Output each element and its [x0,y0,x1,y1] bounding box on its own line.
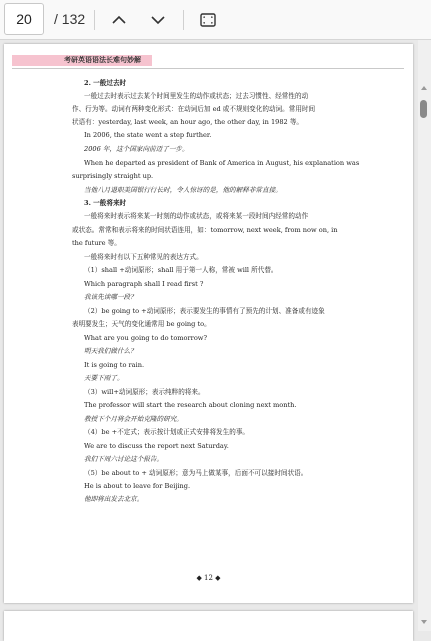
text-line: 或状态。常常和表示将来的时间状语连用，如：tomorrow, next week, from now on, in [72,226,338,234]
text-line: （1）shall +动词原形；shall 用于第一人称，常被 will 所代替。 [84,266,278,274]
text-line: 表明要发生；天气的变化通常用 be going to。 [72,320,211,328]
text-line: （4）be +不定式；表示按计划或正式安排将发生的事。 [84,428,250,436]
text-line: Which paragraph shall I read first ? [84,280,204,288]
previous-page-button[interactable] [107,8,131,32]
text-line: He is about to leave for Beijing. [84,482,191,490]
text-line: 明天我们做什么？ [84,347,137,355]
text-line: 一般将来时有以下五种常见的表达方式。 [84,253,203,261]
text-line: （5）be about to + 动词原形；意为马上做某事，后面不可以接时间状语。 [84,469,308,477]
text-line: 状语有：yesterday, last week, an hour ago, the other day, in 1982 等。 [72,118,304,126]
header-rule [12,68,404,69]
text-line: We are to discuss the report next Saturday. [84,442,229,450]
fit-to-page-icon [196,8,220,32]
text-line: 我们下周六讨论这个报告。 [84,455,164,463]
text-line: 2006 年，这个国家向前迈了一步。 [84,145,189,153]
toolbar-divider [94,10,95,30]
text-line: In 2006, the state went a step further. [84,131,212,139]
text-line: 一般过去时表示过去某个时间里发生的动作或状态；过去习惯性、经常性的动 [84,92,309,100]
running-header: 考研英语语法长难句妙解 [64,56,141,64]
text-line: the future 等。 [72,239,121,247]
text-line: surprisingly straight up. [72,172,154,180]
text-line: （2）be going to +动词原形；表示要发生的事情有了预先的计划、准备或有迹象 [84,307,325,315]
text-line: 教授下个月将会开始克隆的研究。 [84,415,183,423]
text-line: 一般将来时表示将来某一时刻的动作或状态，或将来某一段时间内经常的动作 [84,212,309,220]
chevron-down-icon [146,8,170,32]
text-line: The professor will start the research about cloning next month. [84,401,297,409]
vertical-scrollbar[interactable] [418,40,431,631]
next-document-page [4,611,413,641]
chevron-up-icon [107,8,131,32]
text-line: 作、行为等。动词有两种变化形式：在动词后加 ed 或不规则变化的动词。常用时间 [72,105,316,113]
section-heading: 3. 一般将来时 [84,199,127,207]
page-total-label: / 132 [54,11,86,27]
text-line: When he departed as president of Bank of America in August, his explanation was [84,159,360,167]
page-number-input[interactable]: 20 [4,3,44,35]
document-page [4,44,413,603]
section-heading: 2. 一般过去时 [84,79,127,87]
next-page-button[interactable] [146,8,170,32]
text-line: What are you going to do tomorrow? [84,334,207,342]
page-number-footer: ◆ 12 ◆ [196,574,221,582]
scrollbar-thumb[interactable] [420,100,427,118]
text-line: 当他八月退职美国银行行长时，令人惊讶的是，他的解释非常直接。 [84,186,282,194]
fit-page-button[interactable] [196,8,220,32]
text-line: （3）will+动词原形；表示纯粹的将来。 [84,388,205,396]
text-line: 天要下雨了。 [84,374,124,382]
toolbar-divider [183,10,184,30]
text-line: 他即将出发去北京。 [84,495,144,503]
scroll-up-arrow-icon[interactable] [421,86,427,90]
text-line: 我该先读哪一段？ [84,293,137,301]
scroll-down-arrow-icon[interactable] [421,620,427,624]
pdf-toolbar [0,0,431,40]
text-line: It is going to rain. [84,361,145,369]
